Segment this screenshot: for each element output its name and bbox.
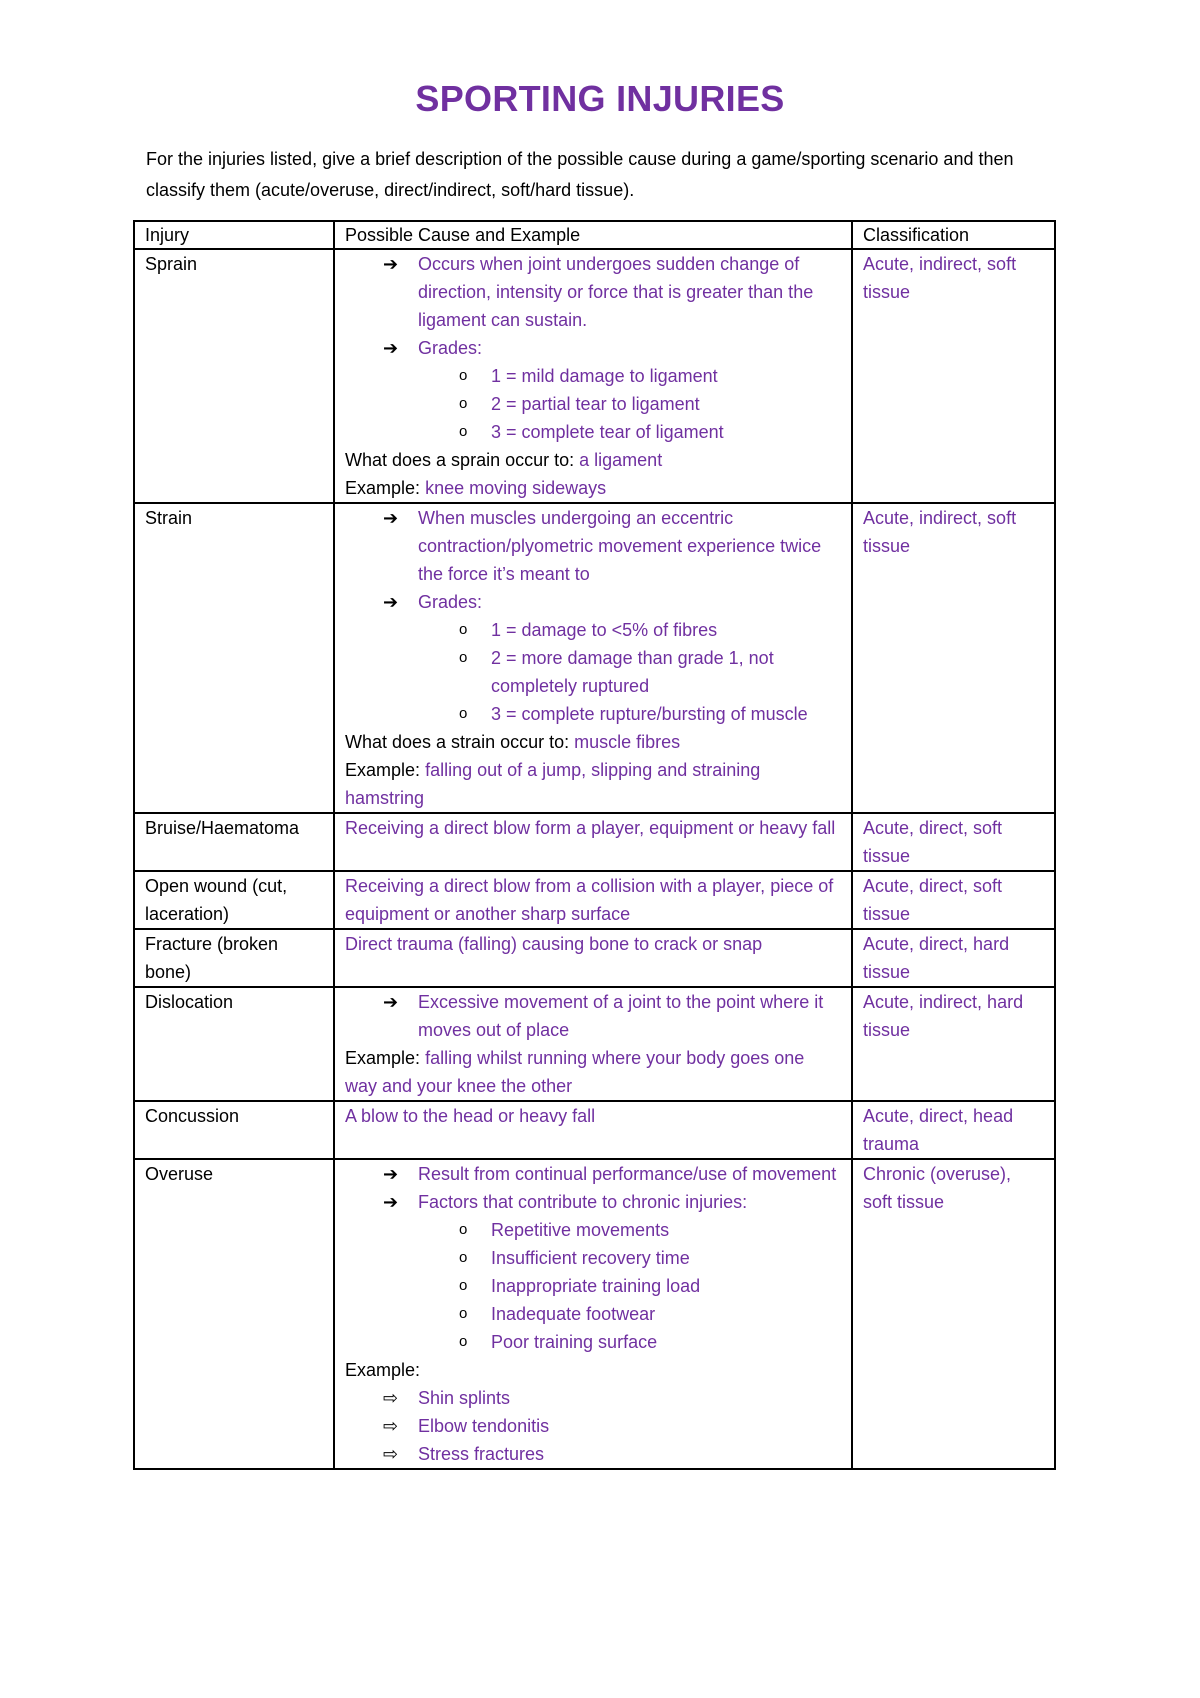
arrow-right-icon: ➔ [383, 592, 399, 612]
classification-cell: Acute, direct, soft tissue [852, 813, 1055, 871]
grade-text: 2 = partial tear to ligament [491, 394, 700, 414]
classification-cell: Acute, direct, hard tissue [852, 929, 1055, 987]
example-value: falling out of a jump, slipping and straining hamstring [345, 760, 761, 808]
occur-label: What does a sprain occur to: [345, 450, 575, 470]
classification-cell: Acute, direct, head trauma [852, 1101, 1055, 1159]
circle-bullet-icon: o [459, 1249, 468, 1266]
occur-value: a ligament [579, 450, 663, 470]
injury-name: Open wound (cut, laceration) [134, 871, 334, 929]
arrow-right-icon: ➔ [383, 508, 399, 528]
injury-name: Sprain [134, 249, 334, 503]
open-arrow-icon: ⇨ [383, 1444, 399, 1464]
table-row [134, 987, 1055, 1101]
arrow-right-icon: ➔ [383, 338, 399, 358]
example-value: knee moving sideways [425, 478, 607, 498]
table-row [134, 1101, 1055, 1159]
table-row [134, 929, 1055, 987]
cause-text: Excessive movement of a joint to the point where it moves out of place [418, 992, 824, 1040]
cause-cell: Receiving a direct blow from a collision with a player, piece of equipment or another sharp surface [334, 871, 852, 929]
circle-bullet-icon: o [459, 705, 468, 722]
grade-text: 2 = more damage than grade 1, not completely ruptured [491, 648, 774, 696]
occur-value: muscle fibres [574, 732, 681, 752]
classification-cell: Acute, indirect, hard tissue [852, 987, 1055, 1101]
example-item: Elbow tendonitis [418, 1416, 550, 1436]
factor-text: Poor training surface [491, 1332, 658, 1352]
injuries-table [133, 220, 1056, 1470]
cause-cell [334, 1159, 852, 1469]
example-label: Example: [345, 1048, 421, 1068]
open-arrow-icon: ⇨ [383, 1388, 399, 1408]
open-arrow-icon: ⇨ [383, 1416, 399, 1436]
arrow-right-icon: ➔ [383, 1192, 399, 1212]
table-row [134, 1159, 1055, 1469]
factor-text: Inadequate footwear [491, 1304, 656, 1324]
circle-bullet-icon: o [459, 1277, 468, 1294]
injury-name: Fracture (broken bone) [134, 929, 334, 987]
example-item: Stress fractures [418, 1444, 545, 1464]
grades-label: Grades: [418, 338, 483, 358]
circle-bullet-icon: o [459, 367, 468, 384]
factor-text: Inappropriate training load [491, 1276, 701, 1296]
arrow-right-icon: ➔ [383, 254, 399, 274]
circle-bullet-icon: o [459, 395, 468, 412]
grade-text: 3 = complete tear of ligament [491, 422, 724, 442]
grades-label: Grades: [418, 592, 483, 612]
circle-bullet-icon: o [459, 621, 468, 638]
table-row [134, 871, 1055, 929]
injury-name: Bruise/Haematoma [134, 813, 334, 871]
circle-bullet-icon: o [459, 423, 468, 440]
table-row [134, 813, 1055, 871]
cause-text: Occurs when joint undergoes sudden change of direction, intensity or force that is greater than the ligament can sustain. [418, 254, 814, 330]
factor-text: Insufficient recovery time [491, 1248, 690, 1268]
example-item: Shin splints [418, 1388, 511, 1408]
cause-cell [334, 503, 852, 813]
example-label: Example: [345, 478, 421, 498]
arrow-right-icon: ➔ [383, 1164, 399, 1184]
injury-name: Concussion [134, 1101, 334, 1159]
cause-cell: A blow to the head or heavy fall [334, 1101, 852, 1159]
cause-text: When muscles undergoing an eccentric contraction/plyometric movement experience twice the force it’s meant to [418, 508, 822, 584]
injury-name: Dislocation [134, 987, 334, 1101]
page-title: SPORTING INJURIES [415, 78, 785, 119]
header-injury: Injury [134, 221, 334, 249]
grade-text: 3 = complete rupture/bursting of muscle [491, 704, 808, 724]
header-cause: Possible Cause and Example [334, 221, 852, 249]
occur-label: What does a strain occur to: [345, 732, 570, 752]
header-classification: Classification [852, 221, 1055, 249]
cause-text: Result from continual performance/use of movement [418, 1164, 837, 1184]
intro-paragraph: For the injuries listed, give a brief description of the possible cause during a game/sporting scenario and then classify them (acute/overuse, direct/indirect, soft/hard tissue). [146, 149, 1014, 200]
classification-cell: Acute, direct, soft tissue [852, 871, 1055, 929]
grade-text: 1 = damage to <5% of fibres [491, 620, 718, 640]
circle-bullet-icon: o [459, 649, 468, 666]
classification-cell: Chronic (overuse), soft tissue [852, 1159, 1055, 1469]
grade-text: 1 = mild damage to ligament [491, 366, 718, 386]
cause-cell: Direct trauma (falling) causing bone to crack or snap [334, 929, 852, 987]
cause-cell: Receiving a direct blow form a player, equipment or heavy fall [334, 813, 852, 871]
classification-cell: Acute, indirect, soft tissue [852, 503, 1055, 813]
example-label: Example: [345, 1360, 421, 1380]
example-label: Example: [345, 760, 421, 780]
example-value: falling whilst running where your body goes one way and your knee the other [345, 1048, 805, 1096]
injury-name: Overuse [134, 1159, 334, 1469]
table-row [134, 249, 1055, 503]
circle-bullet-icon: o [459, 1221, 468, 1238]
cause-text: Factors that contribute to chronic injuries: [418, 1192, 748, 1212]
cause-cell [334, 987, 852, 1101]
table-row [134, 503, 1055, 813]
cause-cell [334, 249, 852, 503]
circle-bullet-icon: o [459, 1305, 468, 1322]
circle-bullet-icon: o [459, 1333, 468, 1350]
table-header-row [134, 221, 1055, 249]
classification-cell: Acute, indirect, soft tissue [852, 249, 1055, 503]
factor-text: Repetitive movements [491, 1220, 670, 1240]
injury-name: Strain [134, 503, 334, 813]
arrow-right-icon: ➔ [383, 992, 399, 1012]
